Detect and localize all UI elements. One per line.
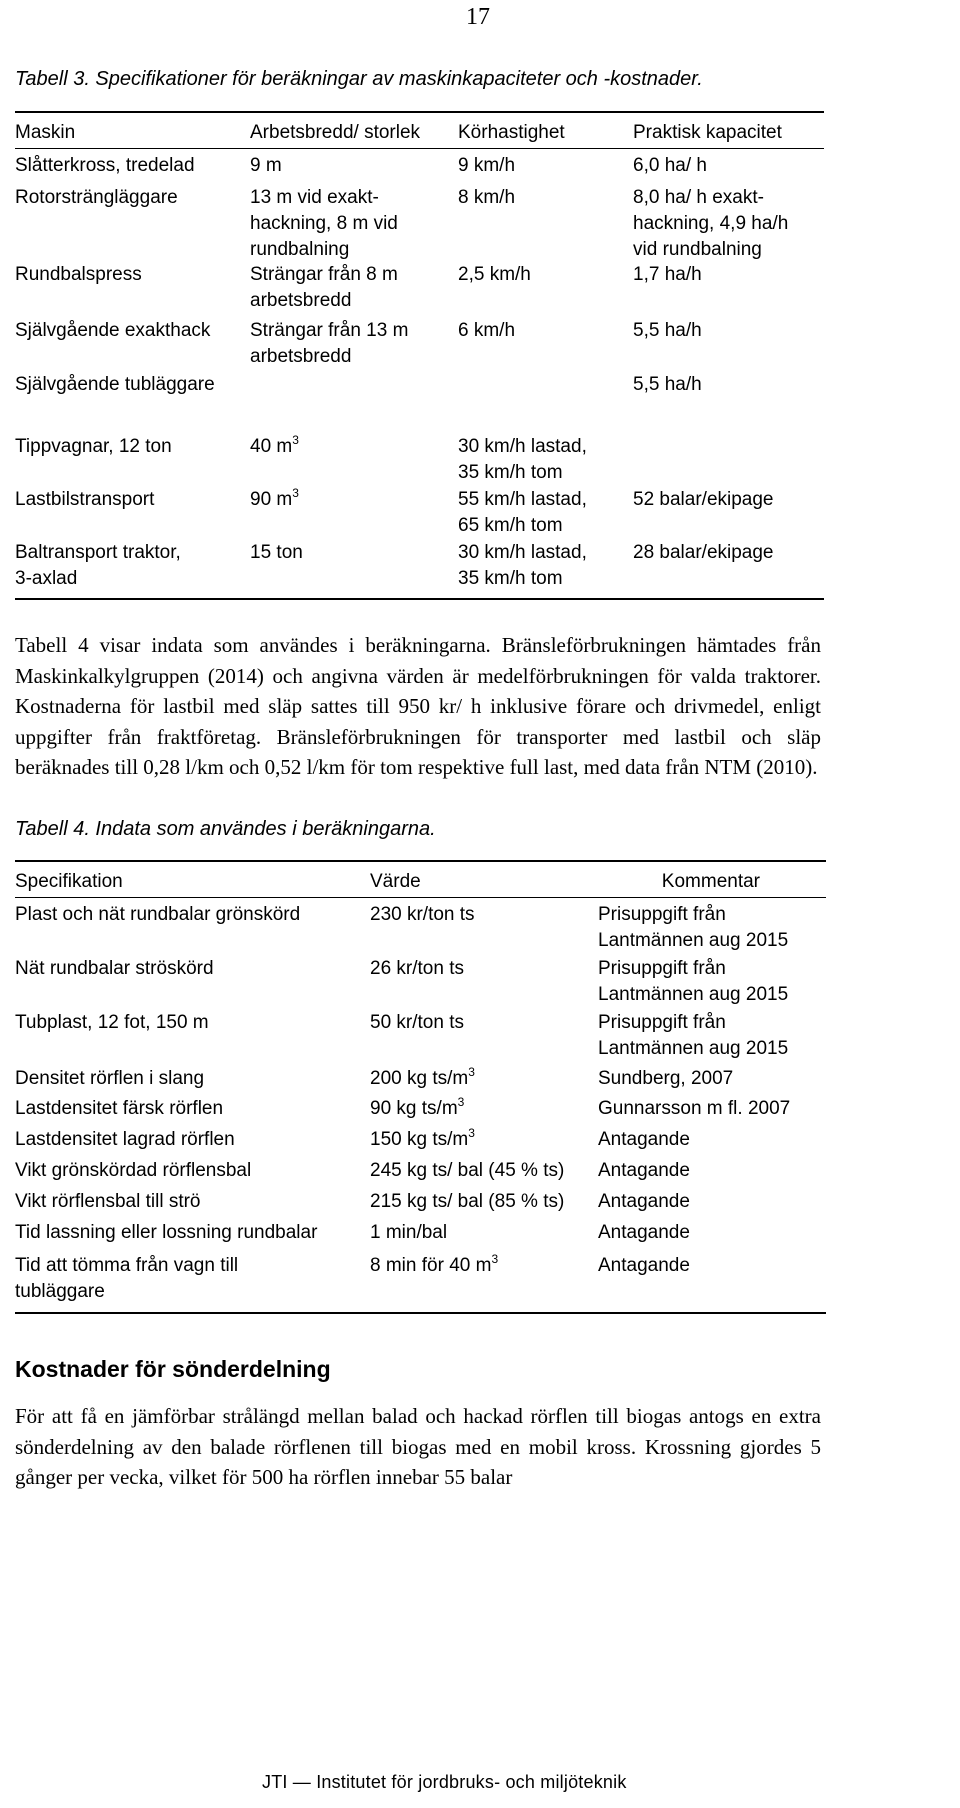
t4-r1-spec: Nät rundbalar ströskörd [15, 958, 214, 979]
t3-r2-hastighet: 2,5 km/h [458, 264, 531, 285]
t4-r4-spec: Lastdensitet färsk rörflen [15, 1098, 224, 1119]
t3-r0-kapacitet: 6,0 ha/ h [633, 155, 707, 176]
t3-tr2-bredd: 15 ton [250, 542, 303, 563]
table3-top-rule [15, 111, 824, 113]
t4-r9-spec: Tid att tömma från vagn till tubläggare [15, 1255, 239, 1302]
t4-r5-spec: Lastdensitet lagrad rörflen [15, 1129, 235, 1150]
table3-bottom-rule [15, 598, 824, 600]
t4-r2-varde: 50 kr/ton ts [370, 1012, 464, 1033]
t4-r9-varde-cell [370, 1253, 498, 1279]
t3-r3-bredd: Strängar från 13 m arbetsbredd [250, 320, 409, 367]
table4-caption: Tabell 4. Indata som användes i beräkningarna. [15, 818, 436, 840]
t3-tr1-bredd-sup: 3 [292, 486, 299, 500]
t3-r2-bredd: Strängar från 8 m arbetsbredd [250, 264, 398, 311]
t4-r2-spec: Tubplast, 12 fot, 150 m [15, 1012, 209, 1033]
t4-r6-varde: 245 kg ts/ bal (45 % ts) [370, 1160, 565, 1181]
t3-tr0-maskin: Tippvagnar, 12 ton [15, 436, 172, 457]
table4-header-varde: Värde [370, 871, 421, 892]
t3-r3-maskin: Självgående exakthack [15, 320, 211, 341]
t4-r4-sup: 3 [457, 1095, 465, 1109]
table4-header-spec: Specifikation [15, 871, 123, 892]
t3-r0-maskin: Slåtterkross, tredelad [15, 155, 195, 176]
t4-r0-varde: 230 kr/ton ts [370, 904, 475, 925]
t4-r5-sup: 3 [468, 1126, 475, 1140]
t4-r0-spec: Plast och nät rundbalar grönskörd [15, 904, 301, 925]
t4-r7-spec: Vikt rörflensbal till strö [15, 1191, 201, 1212]
table3-header-rule [15, 148, 824, 149]
t3-r4-kapacitet: 5,5 ha/h [633, 374, 702, 395]
t4-r4-kommentar: Gunnarsson m fl. 2007 [598, 1098, 791, 1119]
t4-r7-kommentar: Antagande [598, 1191, 690, 1212]
t3-tr1-kapacitet: 52 balar/ekipage [633, 489, 774, 510]
table3-header-kapacitet: Praktisk kapacitet [633, 122, 782, 143]
t4-r3-spec: Densitet rörflen i slang [15, 1068, 205, 1089]
t3-r1-hastighet: 8 km/h [458, 187, 516, 208]
t4-r3-varde-cell [370, 1066, 475, 1092]
t3-r2-kapacitet: 1,7 ha/h [633, 264, 702, 285]
t4-r5-kommentar: Antagande [598, 1129, 690, 1150]
t4-r8-kommentar: Antagande [598, 1222, 690, 1243]
t3-tr0-hastighet: 30 km/h lastad, 35 km/h tom [458, 436, 587, 483]
t4-r2-kommentar: Prisuppgift från Lantmännen aug 2015 [598, 1012, 789, 1059]
t3-tr2-maskin: Baltransport traktor, 3-axlad [15, 542, 181, 589]
t3-r1-maskin: Rotorsträngläggare [15, 187, 178, 208]
t4-r7-varde: 215 kg ts/ bal (85 % ts) [370, 1191, 565, 1212]
t3-tr1-hastighet: 55 km/h lastad, 65 km/h tom [458, 489, 587, 536]
body-paragraph-1: Tabell 4 visar indata som användes i beräkningarna. Bränsleförbrukningen hämtades från Maskinkalkylgruppen (2014) och angivna värden är medelförbrukningen för valda traktorer. Kostnaderna för lastbil med släp sattes till 950 kr/ h inklusive förare och drivmedel, enligt uppgifter från fraktföretag. Bränsleförbrukningen för transporter med lastbil och släp beräknades till 0,28 l/km och 0,52 l/km för tom respektive full last, med data från NTM (2010). [15, 633, 821, 779]
t4-r8-varde: 1 min/bal [370, 1222, 448, 1243]
table4-top-rule [15, 860, 826, 862]
t3-r1-kapacitet: 8,0 ha/ h exakt- hackning, 4,9 ha/h vid rundbalning [633, 187, 789, 260]
page-footer: JTI — Institutet för jordbruks- och miljöteknik [262, 1772, 627, 1792]
t3-tr1-bredd: 90 m [250, 489, 293, 510]
t3-r2-maskin: Rundbalspress [15, 264, 142, 285]
t3-tr2-kapacitet: 28 balar/ekipage [633, 542, 774, 563]
table3-header-hastighet: Körhastighet [458, 122, 565, 143]
table3-header-maskin: Maskin [15, 122, 76, 143]
table4-header-rule [15, 897, 826, 898]
t4-r9-varde: 8 min för 40 m [370, 1255, 492, 1276]
t4-r4-varde-cell [370, 1096, 464, 1122]
t4-r4-varde: 90 kg ts/m [370, 1098, 458, 1119]
t4-r3-sup: 3 [468, 1065, 475, 1079]
t4-r5-varde: 150 kg ts/m [370, 1129, 469, 1150]
t4-r1-kommentar: Prisuppgift från Lantmännen aug 2015 [598, 958, 789, 1005]
t3-r3-hastighet: 6 km/h [458, 320, 516, 341]
t4-r9-kommentar: Antagande [598, 1255, 690, 1276]
t3-tr0-bredd: 40 m [250, 436, 293, 457]
t4-r9-sup: 3 [491, 1252, 499, 1266]
t4-r0-kommentar: Prisuppgift från Lantmännen aug 2015 [598, 904, 789, 951]
t4-r5-varde-cell [370, 1127, 475, 1153]
page-number: 17 [466, 4, 490, 30]
t4-r3-varde: 200 kg ts/m [370, 1068, 469, 1089]
section-heading: Kostnader för sönderdelning [15, 1356, 331, 1382]
t3-r0-hastighet: 9 km/h [458, 155, 516, 176]
t3-tr1-maskin: Lastbilstransport [15, 489, 155, 510]
t4-r6-kommentar: Antagande [598, 1160, 690, 1181]
t3-r0-bredd: 9 m [250, 155, 282, 176]
t3-tr0-bredd-sup: 3 [292, 433, 299, 447]
body-paragraph-2: För att få en jämförbar strålängd mellan balad och hackad rörflen till biogas antogs en extra sönderdelning av den balade rörflenen till biogas med en mobil kross. Krossning gjordes 5 gånger per vecka, vilket för 500 ha rörflen innebar 55 balar [15, 1404, 821, 1489]
t3-r3-kapacitet: 5,5 ha/h [633, 320, 702, 341]
t3-r1-bredd: 13 m vid exakt- hackning, 8 m vid rundbalning [250, 187, 398, 260]
table4-bottom-rule [15, 1312, 826, 1314]
table4-header-kommentar: Kommentar [661, 871, 760, 892]
t3-tr2-hastighet: 30 km/h lastad, 35 km/h tom [458, 542, 587, 589]
table3-header-bredd: Arbetsbredd/ storlek [250, 122, 421, 143]
t3-tr1-bredd-cell [250, 487, 299, 513]
t4-r6-spec: Vikt grönskördad rörflensbal [15, 1160, 252, 1181]
t4-r8-spec: Tid lassning eller lossning rundbalar [15, 1222, 318, 1243]
t4-r1-varde: 26 kr/ton ts [370, 958, 464, 979]
t3-r4-maskin: Självgående tubläggare [15, 374, 215, 395]
t4-r3-kommentar: Sundberg, 2007 [598, 1068, 734, 1089]
table3-caption: Tabell 3. Specifikationer för beräkningar av maskinkapaciteter och -kostnader. [15, 68, 703, 90]
t3-tr0-bredd-cell [250, 434, 299, 460]
